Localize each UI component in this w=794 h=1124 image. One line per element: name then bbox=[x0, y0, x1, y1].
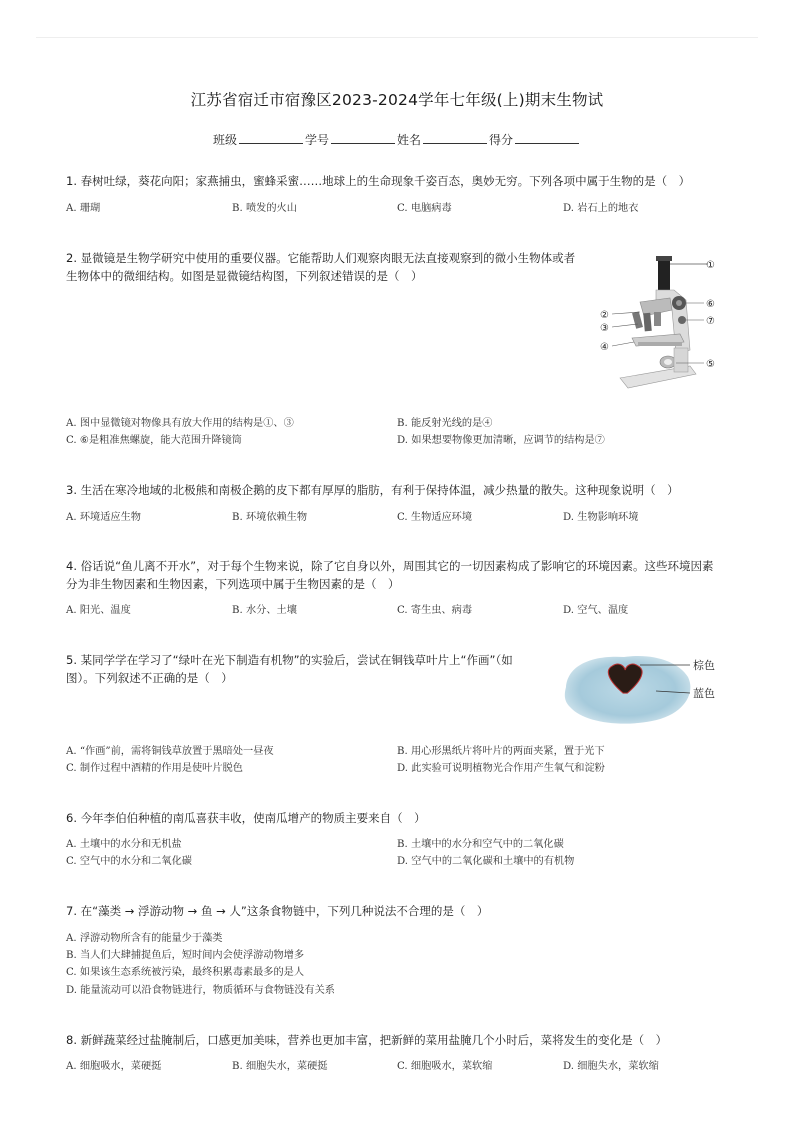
fig-label-4: ④ bbox=[600, 342, 609, 353]
question-4-text-line2: 分为非生物因素和生物因素，下列选项中属于生物因素的是（ ） bbox=[66, 577, 400, 591]
name-label: 姓名 bbox=[397, 133, 422, 147]
score-label: 得分 bbox=[489, 133, 514, 147]
q5-option-b[interactable]: B. 用心形黑纸片将叶片的两面夹紧，置于光下 bbox=[397, 746, 605, 757]
q1-option-d[interactable]: D. 岩石上的地衣 bbox=[563, 203, 639, 214]
q5-option-c[interactable]: C. 制作过程中酒精的作用是使叶片脱色 bbox=[66, 763, 243, 774]
q8-option-b[interactable]: B. 细胞失水，菜硬挺 bbox=[232, 1061, 328, 1072]
q4-option-c[interactable]: C. 寄生虫、病毒 bbox=[397, 605, 473, 616]
microscope-eyepiece bbox=[658, 258, 670, 292]
q3-option-a[interactable]: A. 环境适应生物 bbox=[66, 512, 141, 523]
q5-option-d[interactable]: D. 此实验可说明植物光合作用产生氧气和淀粉 bbox=[397, 763, 605, 774]
q3-option-b[interactable]: B. 环境依赖生物 bbox=[232, 512, 308, 523]
question-8-text: 8. 新鲜蔬菜经过盐腌制后，口感更加美味，营养也更加丰富，把新鲜的菜用盐腌几个小时后，菜将发生的变化是（ ） bbox=[66, 1033, 668, 1047]
fig-label-brown: 棕色 bbox=[693, 659, 715, 672]
q2-option-c[interactable]: C. ⑥是粗准焦螺旋，能大范围升降镜筒 bbox=[66, 435, 242, 446]
page-title: 江苏省宿迁市宿豫区2023-2024学年七年级(上)期末生物试 bbox=[190, 91, 604, 109]
fig-label-5: ⑤ bbox=[706, 359, 715, 370]
q1-option-a[interactable]: A. 珊瑚 bbox=[66, 203, 101, 214]
q2-option-d[interactable]: D. 如果想要物像更加清晰，应调节的结构是⑦ bbox=[397, 435, 605, 446]
top-divider bbox=[36, 37, 758, 38]
q7-option-a[interactable]: A. 浮游动物所含有的能量少于藻类 bbox=[66, 933, 223, 944]
question-4-text-line1: 4. 俗话说“鱼儿离不开水”，对于每个生物来说，除了它自身以外，周围其它的一切因素构成了影响它的环境因素。这些环境因素 bbox=[66, 559, 714, 573]
microscope-figure bbox=[598, 250, 728, 395]
question-2-text-line2: 生物体中的微细结构。如图是显微镜结构图，下列叙述错误的是（ ） bbox=[66, 269, 423, 283]
question-1-text: 1. 春树吐绿，葵花向阳；家燕捕虫，蜜蜂采蜜……地球上的生命现象千姿百态，奥妙无穷。下列各项中属于生物的是（ ） bbox=[66, 174, 691, 188]
q6-option-b[interactable]: B. 土壤中的水分和空气中的二氧化碳 bbox=[397, 839, 564, 850]
question-5-text-line2: 图）。下列叙述不正确的是（ ） bbox=[66, 671, 233, 685]
fig-label-7: ⑦ bbox=[706, 316, 715, 327]
q6-option-d[interactable]: D. 空气中的二氧化碳和土壤中的有机物 bbox=[397, 856, 575, 867]
fig-label-1: ① bbox=[706, 260, 715, 271]
name-blank[interactable] bbox=[423, 132, 487, 144]
q1-option-b[interactable]: B. 喷发的火山 bbox=[232, 203, 297, 214]
fig-label-6: ⑥ bbox=[706, 299, 715, 310]
q8-option-d[interactable]: D. 细胞失水，菜软缩 bbox=[563, 1061, 659, 1072]
q6-option-a[interactable]: A. 土壤中的水分和无机盐 bbox=[66, 839, 182, 850]
eyepiece-cap bbox=[656, 256, 672, 261]
q5-option-a[interactable]: A. “作画”前，需将铜钱草放置于黑暗处一昼夜 bbox=[66, 746, 274, 757]
question-7-text: 7. 在“藻类 → 浮游动物 → 鱼 → 人”这条食物链中，下列几种说法不合理的是（ ） bbox=[66, 904, 489, 918]
q6-option-c[interactable]: C. 空气中的水分和二氧化碳 bbox=[66, 856, 192, 867]
class-blank[interactable] bbox=[239, 132, 303, 144]
q2-option-b[interactable]: B. 能反射光线的是④ bbox=[397, 418, 493, 429]
fine-focus-knob bbox=[678, 316, 686, 324]
q4-option-d[interactable]: D. 空气、温度 bbox=[563, 605, 629, 616]
question-6-text: 6. 今年李伯伯种植的南瓜喜获丰收，使南瓜增产的物质主要来自（ ） bbox=[66, 811, 426, 825]
q7-option-c[interactable]: C. 如果该生态系统被污染，最终积累毒素最多的是人 bbox=[66, 967, 305, 978]
number-label: 学号 bbox=[304, 133, 329, 147]
score-blank[interactable] bbox=[515, 132, 579, 144]
question-2-text-line1: 2. 显微镜是生物学研究中使用的重要仪器。它能帮助人们观察肉眼无法直接观察到的微小生物体或者 bbox=[66, 251, 576, 265]
q8-option-a[interactable]: A. 细胞吸水，菜硬挺 bbox=[66, 1061, 162, 1072]
student-info-line bbox=[0, 131, 794, 148]
q3-option-c[interactable]: C. 生物适应环境 bbox=[397, 512, 473, 523]
q3-option-d[interactable]: D. 生物影响环境 bbox=[563, 512, 639, 523]
leaf-painting-figure bbox=[560, 647, 735, 727]
fig-label-3: ③ bbox=[600, 323, 609, 334]
number-blank[interactable] bbox=[331, 132, 395, 144]
question-3-text: 3. 生活在寒冷地域的北极熊和南极企鹅的皮下都有厚厚的脂肪，有利于保持体温，减少热量的散失。这种现象说明（ ） bbox=[66, 483, 679, 497]
fig-label-2: ② bbox=[600, 310, 609, 321]
q1-option-c[interactable]: C. 电脑病毒 bbox=[397, 203, 452, 214]
question-5-text-line1: 5. 某同学学在学习了“绿叶在光下制造有机物”的实验后，尝试在铜钱草叶片上“作画”（如 bbox=[66, 653, 513, 667]
q4-option-a[interactable]: A. 阳光、温度 bbox=[66, 605, 131, 616]
q7-option-d[interactable]: D. 能量流动可以沿食物链进行，物质循环与食物链没有关系 bbox=[66, 985, 335, 996]
q4-option-b[interactable]: B. 水分、土壤 bbox=[232, 605, 297, 616]
class-label: 班级 bbox=[212, 133, 237, 147]
q7-option-b[interactable]: B. 当人们大肆捕捉鱼后，短时间内会使浮游动物增多 bbox=[66, 950, 305, 961]
q2-option-a[interactable]: A. 图中显微镜对物像具有放大作用的结构是①、③ bbox=[66, 418, 294, 429]
q8-option-c[interactable]: C. 细胞吸水，菜软缩 bbox=[397, 1061, 493, 1072]
fig-label-blue: 蓝色 bbox=[693, 687, 715, 700]
